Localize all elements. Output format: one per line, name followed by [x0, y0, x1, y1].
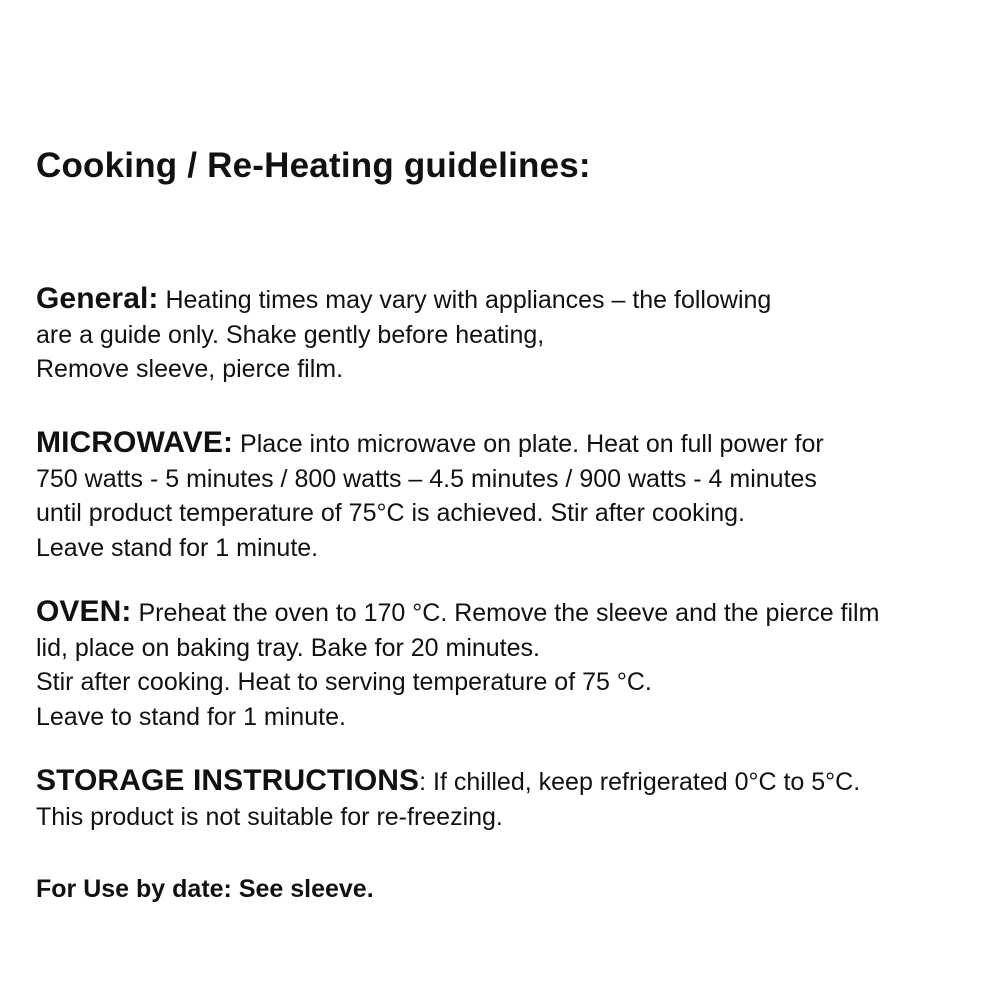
oven-text-line-1: Preheat the oven to 170 °C. Remove the sleeve and the pierce film [131, 599, 880, 627]
microwave-text-line-3: until product temperature of 75°C is achieved. Stir after cooking. [36, 499, 745, 528]
general-text-line-3: Remove sleeve, pierce film. [36, 355, 344, 384]
general-text-line-2: are a guide only. Shake gently before heating, [36, 320, 545, 349]
storage-label: STORAGE INSTRUCTIONS [36, 764, 420, 797]
storage-section [36, 764, 860, 834]
microwave-text-line-1: Place into microwave on plate. Heat on full power for [233, 430, 824, 458]
general-first-line [36, 282, 772, 315]
use-by-date-note: For Use by date: See sleeve. [36, 875, 374, 903]
microwave-label: MICROWAVE: [36, 426, 234, 459]
oven-first-line [36, 595, 880, 628]
oven-text-line-4: Leave to stand for 1 minute. [36, 703, 346, 732]
microwave-first-line [36, 426, 824, 459]
microwave-text-line-2: 750 watts - 5 minutes / 800 watts – 4.5 minutes / 900 watts - 4 minutes [36, 464, 817, 493]
oven-text-line-3: Stir after cooking. Heat to serving temperature of 75 °C. [36, 668, 652, 697]
microwave-section [36, 426, 824, 566]
oven-text-line-2: lid, place on baking tray. Bake for 20 minutes. [36, 633, 540, 662]
oven-section [36, 595, 879, 735]
page-title: Cooking / Re-Heating guidelines: [36, 146, 591, 185]
microwave-text-line-4: Leave stand for 1 minute. [36, 534, 319, 563]
storage-text-line-2: This product is not suitable for re-freezing. [36, 802, 503, 831]
storage-text-line-1: : If chilled, keep refrigerated 0°C to 5°C. [419, 768, 861, 796]
general-text-line-1: Heating times may vary with appliances – the following [158, 286, 772, 314]
general-section [36, 282, 771, 387]
general-label: General: [36, 282, 159, 315]
oven-label: OVEN: [36, 595, 132, 628]
storage-first-line [36, 764, 861, 797]
